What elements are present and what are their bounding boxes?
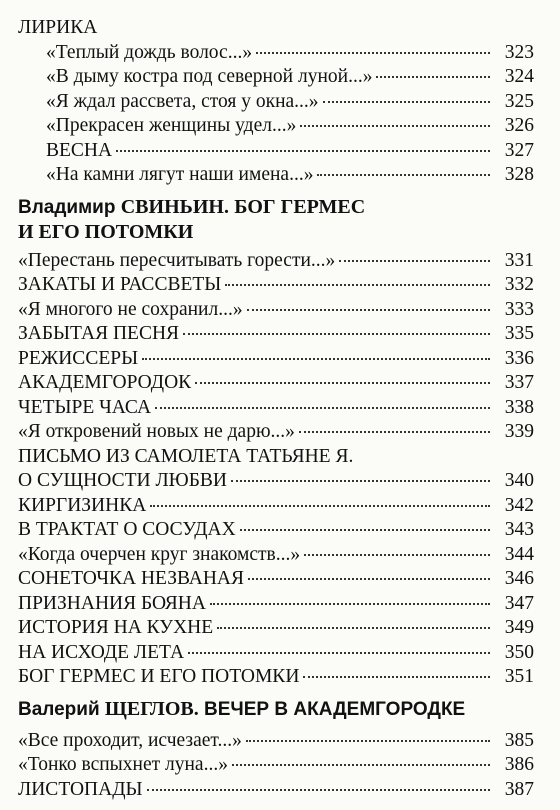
entry-title: «Я откровений новых не дарю...» [18, 421, 295, 442]
toc-entry[interactable] [18, 778, 534, 803]
entry-title: «Тонко вспыхнет луна...» [18, 754, 228, 775]
heading-text: ЛИРИКА [18, 17, 98, 38]
section-heading-lirika [18, 16, 534, 41]
dot-leader [232, 764, 490, 766]
dot-leader [304, 554, 490, 556]
entry-page: 323 [504, 41, 534, 63]
entry-page: 326 [504, 115, 534, 136]
entry-page: 337 [504, 372, 534, 393]
entry-page: 340 [504, 470, 534, 491]
entry-page: 342 [504, 494, 534, 516]
toc-entry[interactable] [18, 273, 534, 298]
dot-leader [116, 150, 490, 152]
toc-entry[interactable] [18, 753, 534, 778]
section-heading-svinyin [18, 195, 534, 245]
dot-leader [188, 652, 490, 654]
author-last-name: СВИНЬИН. [120, 195, 229, 218]
entry-page: 349 [504, 617, 534, 638]
toc-entry[interactable] [18, 543, 534, 568]
entry-page: 325 [504, 90, 534, 112]
toc-entry[interactable] [18, 469, 534, 494]
dot-leader [231, 480, 490, 482]
entry-title: «В дыму костра под северной луной...» [46, 66, 373, 87]
dot-leader [183, 333, 490, 335]
entry-page: 332 [504, 274, 534, 295]
entry-title: АКАДЕМГОРОДОК [18, 372, 192, 393]
entry-page: 335 [504, 323, 534, 344]
entry-title: НА ИСХОДЕ ЛЕТА [18, 641, 185, 663]
dot-leader [155, 407, 490, 409]
entry-title: «Когда очерчен круг знакомств...» [18, 543, 301, 565]
entry-title: БОГ ГЕРМЕС И ЕГО ПОТОМКИ [18, 666, 300, 687]
entry-title: ВЕСНА [46, 139, 113, 161]
entry-page: 336 [504, 347, 534, 369]
entry-page: 328 [504, 164, 534, 185]
toc-entry-title-only[interactable] [18, 445, 534, 470]
toc-entry[interactable] [18, 729, 534, 754]
entry-title: ЗАКАТЫ И РАССВЕТЫ [18, 274, 222, 295]
toc-entry[interactable] [18, 347, 534, 372]
entry-page: 343 [504, 519, 534, 540]
toc-entry[interactable] [18, 494, 534, 519]
dot-leader [376, 76, 490, 78]
dot-leader [195, 382, 490, 384]
entry-page: 350 [504, 641, 534, 663]
dot-leader [142, 358, 490, 360]
entry-page: 339 [504, 421, 534, 442]
author-last-name: ЩЕГЛОВ. [104, 697, 199, 720]
toc-entry[interactable] [18, 163, 534, 188]
entry-title: ИСТОРИЯ НА КУХНЕ [18, 617, 214, 638]
entry-title: ПРИЗНАНИЯ БОЯНА [18, 592, 206, 614]
author-first-name: Владимир [18, 196, 116, 218]
entry-page: 386 [504, 754, 534, 775]
toc-entry[interactable] [18, 139, 534, 164]
toc-entry[interactable] [18, 641, 534, 666]
dot-leader [300, 125, 490, 127]
dot-leader [247, 309, 490, 311]
entry-title: «Прекрасен женщины удел...» [46, 115, 297, 136]
entry-title: О СУЩНОСТИ ЛЮБВИ [18, 470, 228, 491]
entry-page: 324 [504, 66, 534, 87]
dot-leader [323, 101, 490, 103]
entry-title: ЧЕТЫРЕ ЧАСА [18, 396, 152, 418]
entry-title: «Я ждал рассвета, стоя у окна...» [46, 90, 319, 112]
entry-page: 385 [504, 729, 534, 751]
entry-title: В ТРАКТАТ О СОСУДАХ [18, 519, 236, 540]
toc-entry[interactable] [18, 616, 534, 641]
entry-page: 346 [504, 568, 534, 589]
entry-page: 327 [504, 139, 534, 161]
toc-entry[interactable] [18, 518, 534, 543]
entry-title: «Перестань пересчитывать горести...» [18, 249, 336, 271]
toc-entry[interactable] [18, 371, 534, 396]
entry-page: 351 [504, 666, 534, 687]
entry-page: 338 [504, 396, 534, 418]
entry-title: ЗАБЫТАЯ ПЕСНЯ [18, 323, 180, 344]
entry-title: «На камни лягут наши имена...» [46, 164, 314, 185]
dot-leader [256, 52, 490, 54]
section-title-line1: БОГ ГЕРМЕС [234, 195, 366, 218]
entry-title: ЛИСТОПАДЫ [18, 778, 143, 800]
entry-page: 387 [504, 778, 534, 800]
entry-page: 331 [504, 249, 534, 271]
toc-entry[interactable] [18, 249, 534, 274]
toc-entry[interactable] [18, 420, 534, 445]
dot-leader [147, 789, 490, 791]
dot-leader [303, 676, 490, 678]
entry-page: 344 [504, 543, 534, 565]
entry-title: РЕЖИССЕРЫ [18, 347, 139, 369]
author-first-name: Валерий [18, 698, 100, 720]
entry-title: СОНЕТОЧКА НЕЗВАНАЯ [18, 568, 245, 589]
dot-leader [210, 603, 490, 605]
toc-entry[interactable] [18, 665, 534, 690]
entry-page: 333 [504, 298, 534, 320]
toc-entry[interactable] [18, 41, 534, 66]
toc-page [0, 16, 560, 810]
dot-leader [240, 529, 490, 531]
entry-title: КИРГИЗИНКА [18, 494, 147, 516]
toc-entry[interactable] [18, 298, 534, 323]
dot-leader [299, 431, 490, 433]
toc-entry[interactable] [18, 322, 534, 347]
toc-entry[interactable] [18, 65, 534, 90]
toc-entry[interactable] [18, 592, 534, 617]
toc-entry[interactable] [18, 396, 534, 421]
dot-leader [246, 740, 490, 742]
entry-title: «Все проходит, исчезает...» [18, 729, 242, 751]
entry-title: «Я многого не сохранил...» [18, 298, 243, 320]
toc-entry[interactable] [18, 114, 534, 139]
dot-leader [317, 174, 490, 176]
entry-page: 347 [504, 592, 534, 614]
section-title-line2: И ЕГО ПОТОМКИ [18, 220, 194, 243]
entry-title: «Теплый дождь волос...» [46, 41, 253, 63]
dot-leader [150, 505, 490, 507]
dot-leader [217, 627, 490, 629]
section-title-line1: ВЕЧЕР В АКАДЕМГОРОДКЕ [204, 698, 466, 720]
toc-entry[interactable] [18, 567, 534, 592]
entry-title: ПИСЬМО ИЗ САМОЛЕТА ТАТЬЯНЕ Я. [18, 445, 354, 467]
dot-leader [248, 578, 490, 580]
toc-entry[interactable] [18, 90, 534, 115]
section-heading-shcheglov [18, 697, 534, 722]
dot-leader [225, 284, 490, 286]
dot-leader [339, 260, 490, 262]
